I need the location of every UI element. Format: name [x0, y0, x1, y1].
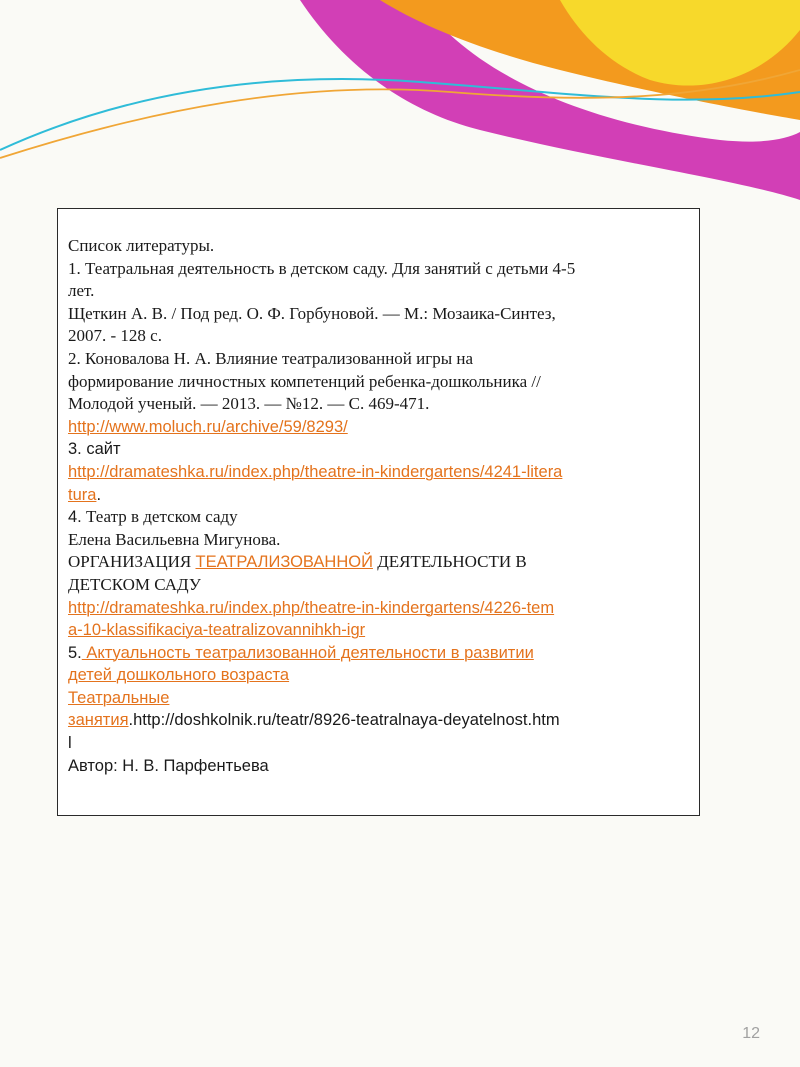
ref-3-period: . — [96, 485, 102, 504]
ref-4-heading-end: ДЕЯТЕЛЬНОСТИ В — [372, 552, 527, 572]
ref-1-title: 1. Театральная деятельность в детском саду. Для занятий с детьми 4-5 — [68, 258, 576, 278]
ref-4-heading-start: ОРГАНИЗАЦИЯ — [68, 552, 196, 572]
ref-4-link[interactable]: http://dramateshka.ru/index.php/theatre-in-kindergartens/4226-tem — [68, 598, 555, 617]
ref-5-number: 5. — [68, 643, 82, 662]
ref-6-url: .http://doshkolnik.ru/teatr/8926-teatralnaya-deyatelnost.htm — [128, 711, 560, 730]
ref-6-link[interactable]: Театральные — [68, 688, 170, 707]
references-content — [68, 235, 689, 777]
ref-4-heading-cont: ДЕТСКОМ САДУ — [68, 574, 201, 594]
ref-6-url-cont: l — [68, 734, 72, 753]
references-heading: Список литературы. — [68, 236, 215, 255]
ref-5-link[interactable]: Актуальность театрализованной деятельности в развитии — [81, 643, 534, 662]
ref-4-number: 4. — [68, 508, 82, 527]
ref-1-title-cont: лет. — [68, 281, 95, 301]
ref-4-link-cont[interactable]: a-10-klassifikaciya-teatralizovannihkh-igr — [68, 621, 366, 640]
page-number: 12 — [742, 1025, 760, 1042]
ref-1-year: 2007. - 128 с. — [68, 326, 162, 346]
ref-5-link-cont[interactable]: детей дошкольного возраста — [68, 666, 290, 685]
ref-2-title-cont: формирование личностных компетенций ребенка-дошкольника // — [68, 371, 541, 391]
ref-3-label: 3. сайт — [68, 440, 121, 459]
decorative-header-waves — [0, 0, 800, 200]
ref-6-link-cont[interactable]: занятия — [68, 711, 129, 730]
ref-2-link[interactable]: http://www.moluch.ru/archive/59/8293/ — [68, 417, 348, 436]
ref-3-link[interactable]: http://dramateshka.ru/index.php/theatre-in-kindergartens/4241-litera — [68, 462, 563, 481]
ref-6-author: Автор: Н. В. Парфентьева — [68, 756, 269, 775]
ref-4-author: Елена Васильевна Мигунова. — [68, 529, 281, 549]
ref-3-link-cont[interactable]: tura — [68, 485, 97, 504]
ref-2-title: 2. Коновалова Н. А. Влияние театрализованной игры на — [68, 348, 474, 368]
ref-2-journal: Молодой ученый. — 2013. — №12. — С. 469-471. — [68, 394, 430, 414]
ref-4-heading-link[interactable]: ТЕАТРАЛИЗОВАННОЙ — [195, 553, 373, 572]
references-box — [57, 208, 700, 816]
ref-4-title: Театр в детском саду — [81, 507, 238, 527]
ref-1-authors: Щеткин А. В. / Под ред. О. Ф. Горбуновой. — М.: Мозаика-Синтез, — [68, 303, 556, 323]
